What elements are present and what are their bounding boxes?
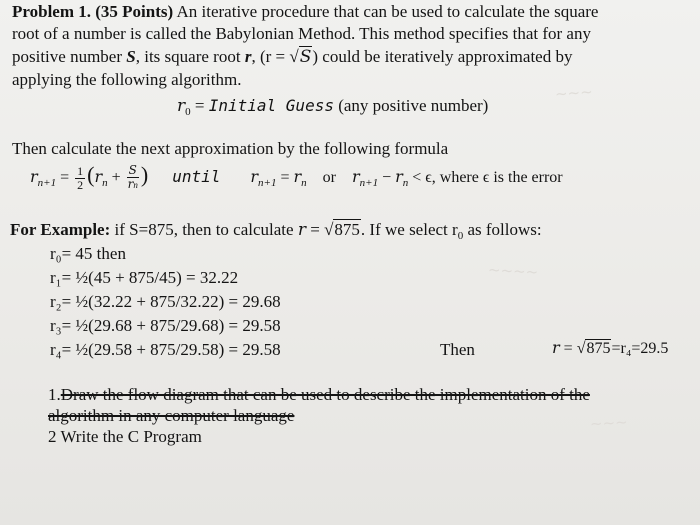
condition1-rhs-sub: n bbox=[301, 177, 307, 189]
initial-guess-note: (any positive number) bbox=[333, 96, 489, 115]
fraction-denominator: 2 bbox=[77, 177, 84, 192]
intro-text: , its square root bbox=[135, 47, 245, 66]
condition2-a: r bbox=[351, 167, 360, 186]
equals-sign: = bbox=[56, 169, 74, 186]
fraction-half bbox=[75, 165, 85, 192]
plus-sign: + bbox=[107, 169, 125, 186]
iteration-r1 bbox=[50, 268, 238, 288]
r0-subscript: 0 bbox=[185, 106, 191, 118]
var-s: S bbox=[126, 47, 136, 66]
initial-guess-line bbox=[177, 96, 488, 122]
problem-intro-line-2 bbox=[12, 24, 591, 44]
formula-rn: r bbox=[94, 167, 103, 186]
sqrt-sign: √ bbox=[289, 47, 299, 66]
condition1-lhs: r bbox=[250, 167, 259, 186]
r0-symbol: r bbox=[177, 96, 186, 116]
example-r0-sub: 0 bbox=[457, 230, 464, 242]
example-sqrt-value: 875 bbox=[334, 220, 360, 239]
iteration-formula bbox=[30, 160, 563, 198]
bleed-through-marks: ~~~~ bbox=[487, 260, 539, 282]
iteration-r0 bbox=[50, 244, 126, 264]
until-keyword: until bbox=[172, 167, 221, 186]
example-label: For Example: bbox=[10, 220, 111, 239]
task-1-text: Draw the flow diagram that can be used to describe the implementation of the bbox=[60, 385, 590, 404]
or-keyword: or bbox=[322, 169, 336, 186]
task-1-continued bbox=[48, 406, 294, 426]
epsilon-note: , where ϵ is the error bbox=[431, 169, 563, 186]
initial-guess-label: Initial Guess bbox=[208, 96, 334, 115]
example-r: r bbox=[297, 220, 306, 240]
final-r: r bbox=[552, 338, 560, 357]
problem-intro-line-3 bbox=[12, 47, 572, 67]
example-text: . If we select r bbox=[360, 220, 458, 239]
task-1-text-continued: algorithm in any computer language bbox=[48, 406, 295, 425]
final-tail: =r₄=29.5 bbox=[611, 340, 669, 357]
condition2-b: r bbox=[395, 167, 403, 186]
formula-lhs-sub: n+1 bbox=[37, 177, 57, 189]
task-2 bbox=[48, 427, 202, 447]
example-text: as follows: bbox=[463, 220, 542, 239]
iteration-r2 bbox=[50, 292, 281, 312]
formula-rn-sub: n bbox=[102, 177, 108, 189]
condition2-b-sub: n bbox=[402, 177, 409, 189]
intro-text: root of a number is called the Babylonian Method. This method specifies that for any bbox=[12, 24, 591, 43]
bleed-through-marks: ~~~ bbox=[554, 82, 594, 104]
bleed-through-marks: ~~~ bbox=[589, 413, 629, 433]
minus-sign: − bbox=[378, 169, 396, 186]
iteration-text: r₄= ½(29.58 + 875/29.58) = 29.58 bbox=[50, 340, 281, 359]
iteration-text: r₂= ½(32.22 + 875/32.22) = 29.68 bbox=[50, 292, 281, 311]
example-text: if S=875, then to calculate bbox=[110, 220, 298, 239]
final-result bbox=[552, 338, 668, 359]
equals-sign: = bbox=[190, 96, 209, 115]
task-number: 1. bbox=[48, 385, 61, 404]
less-than-epsilon: < ϵ bbox=[408, 169, 432, 186]
problem-intro-line-4 bbox=[12, 70, 241, 90]
intro-text: applying the following algorithm. bbox=[12, 70, 242, 89]
intro-text: positive number bbox=[12, 47, 127, 66]
sqrt-sign: √ bbox=[324, 220, 334, 239]
fraction-numerator: 1 bbox=[77, 163, 84, 178]
example-intro bbox=[10, 220, 542, 246]
sqrt-s: S bbox=[299, 47, 312, 67]
intro-text: , (r = bbox=[251, 47, 290, 66]
equals-sign: = bbox=[276, 169, 294, 186]
condition2-a-sub: n+1 bbox=[359, 177, 379, 189]
close-paren: ) bbox=[140, 162, 149, 187]
then-text: Then bbox=[440, 340, 475, 359]
formula-intro-text: Then calculate the next approximation by the following formula bbox=[12, 139, 449, 158]
then-label bbox=[440, 340, 475, 360]
task-1 bbox=[48, 385, 590, 405]
fraction-numerator: S bbox=[128, 163, 137, 178]
intro-text: An iterative procedure that can be used to calculate the square bbox=[173, 2, 599, 21]
equals-sign: = bbox=[305, 220, 325, 239]
formula-intro bbox=[12, 139, 448, 159]
iteration-text: r₃= ½(29.68 + 875/29.68) = 29.58 bbox=[50, 316, 281, 335]
fraction-denominator-sub: n bbox=[133, 180, 138, 191]
problem-points: (35 Points) bbox=[95, 2, 174, 21]
condition1-lhs-sub: n+1 bbox=[258, 177, 277, 189]
fraction-denominator: r bbox=[127, 177, 134, 192]
iteration-text: r₁= ½(45 + 875/45) = 32.22 bbox=[50, 268, 239, 287]
iteration-text: r₀= 45 then bbox=[50, 244, 126, 263]
formula-lhs: r bbox=[30, 167, 38, 186]
problem-intro-line-1 bbox=[12, 2, 598, 22]
sqrt-sign: √ bbox=[576, 340, 586, 357]
intro-text: ) could be iteratively approximated by bbox=[312, 47, 573, 66]
open-paren: ( bbox=[87, 162, 95, 187]
var-r: r bbox=[244, 47, 252, 66]
fraction-s-over-rn bbox=[127, 164, 139, 192]
iteration-r3 bbox=[50, 316, 281, 336]
problem-number: Problem 1. bbox=[12, 2, 92, 21]
equals-sign: = bbox=[559, 340, 577, 357]
task-2-text: 2 Write the C Program bbox=[48, 427, 202, 446]
condition1-rhs: r bbox=[293, 167, 302, 186]
final-sqrt-value: 875 bbox=[586, 340, 611, 357]
iteration-r4 bbox=[50, 340, 281, 360]
